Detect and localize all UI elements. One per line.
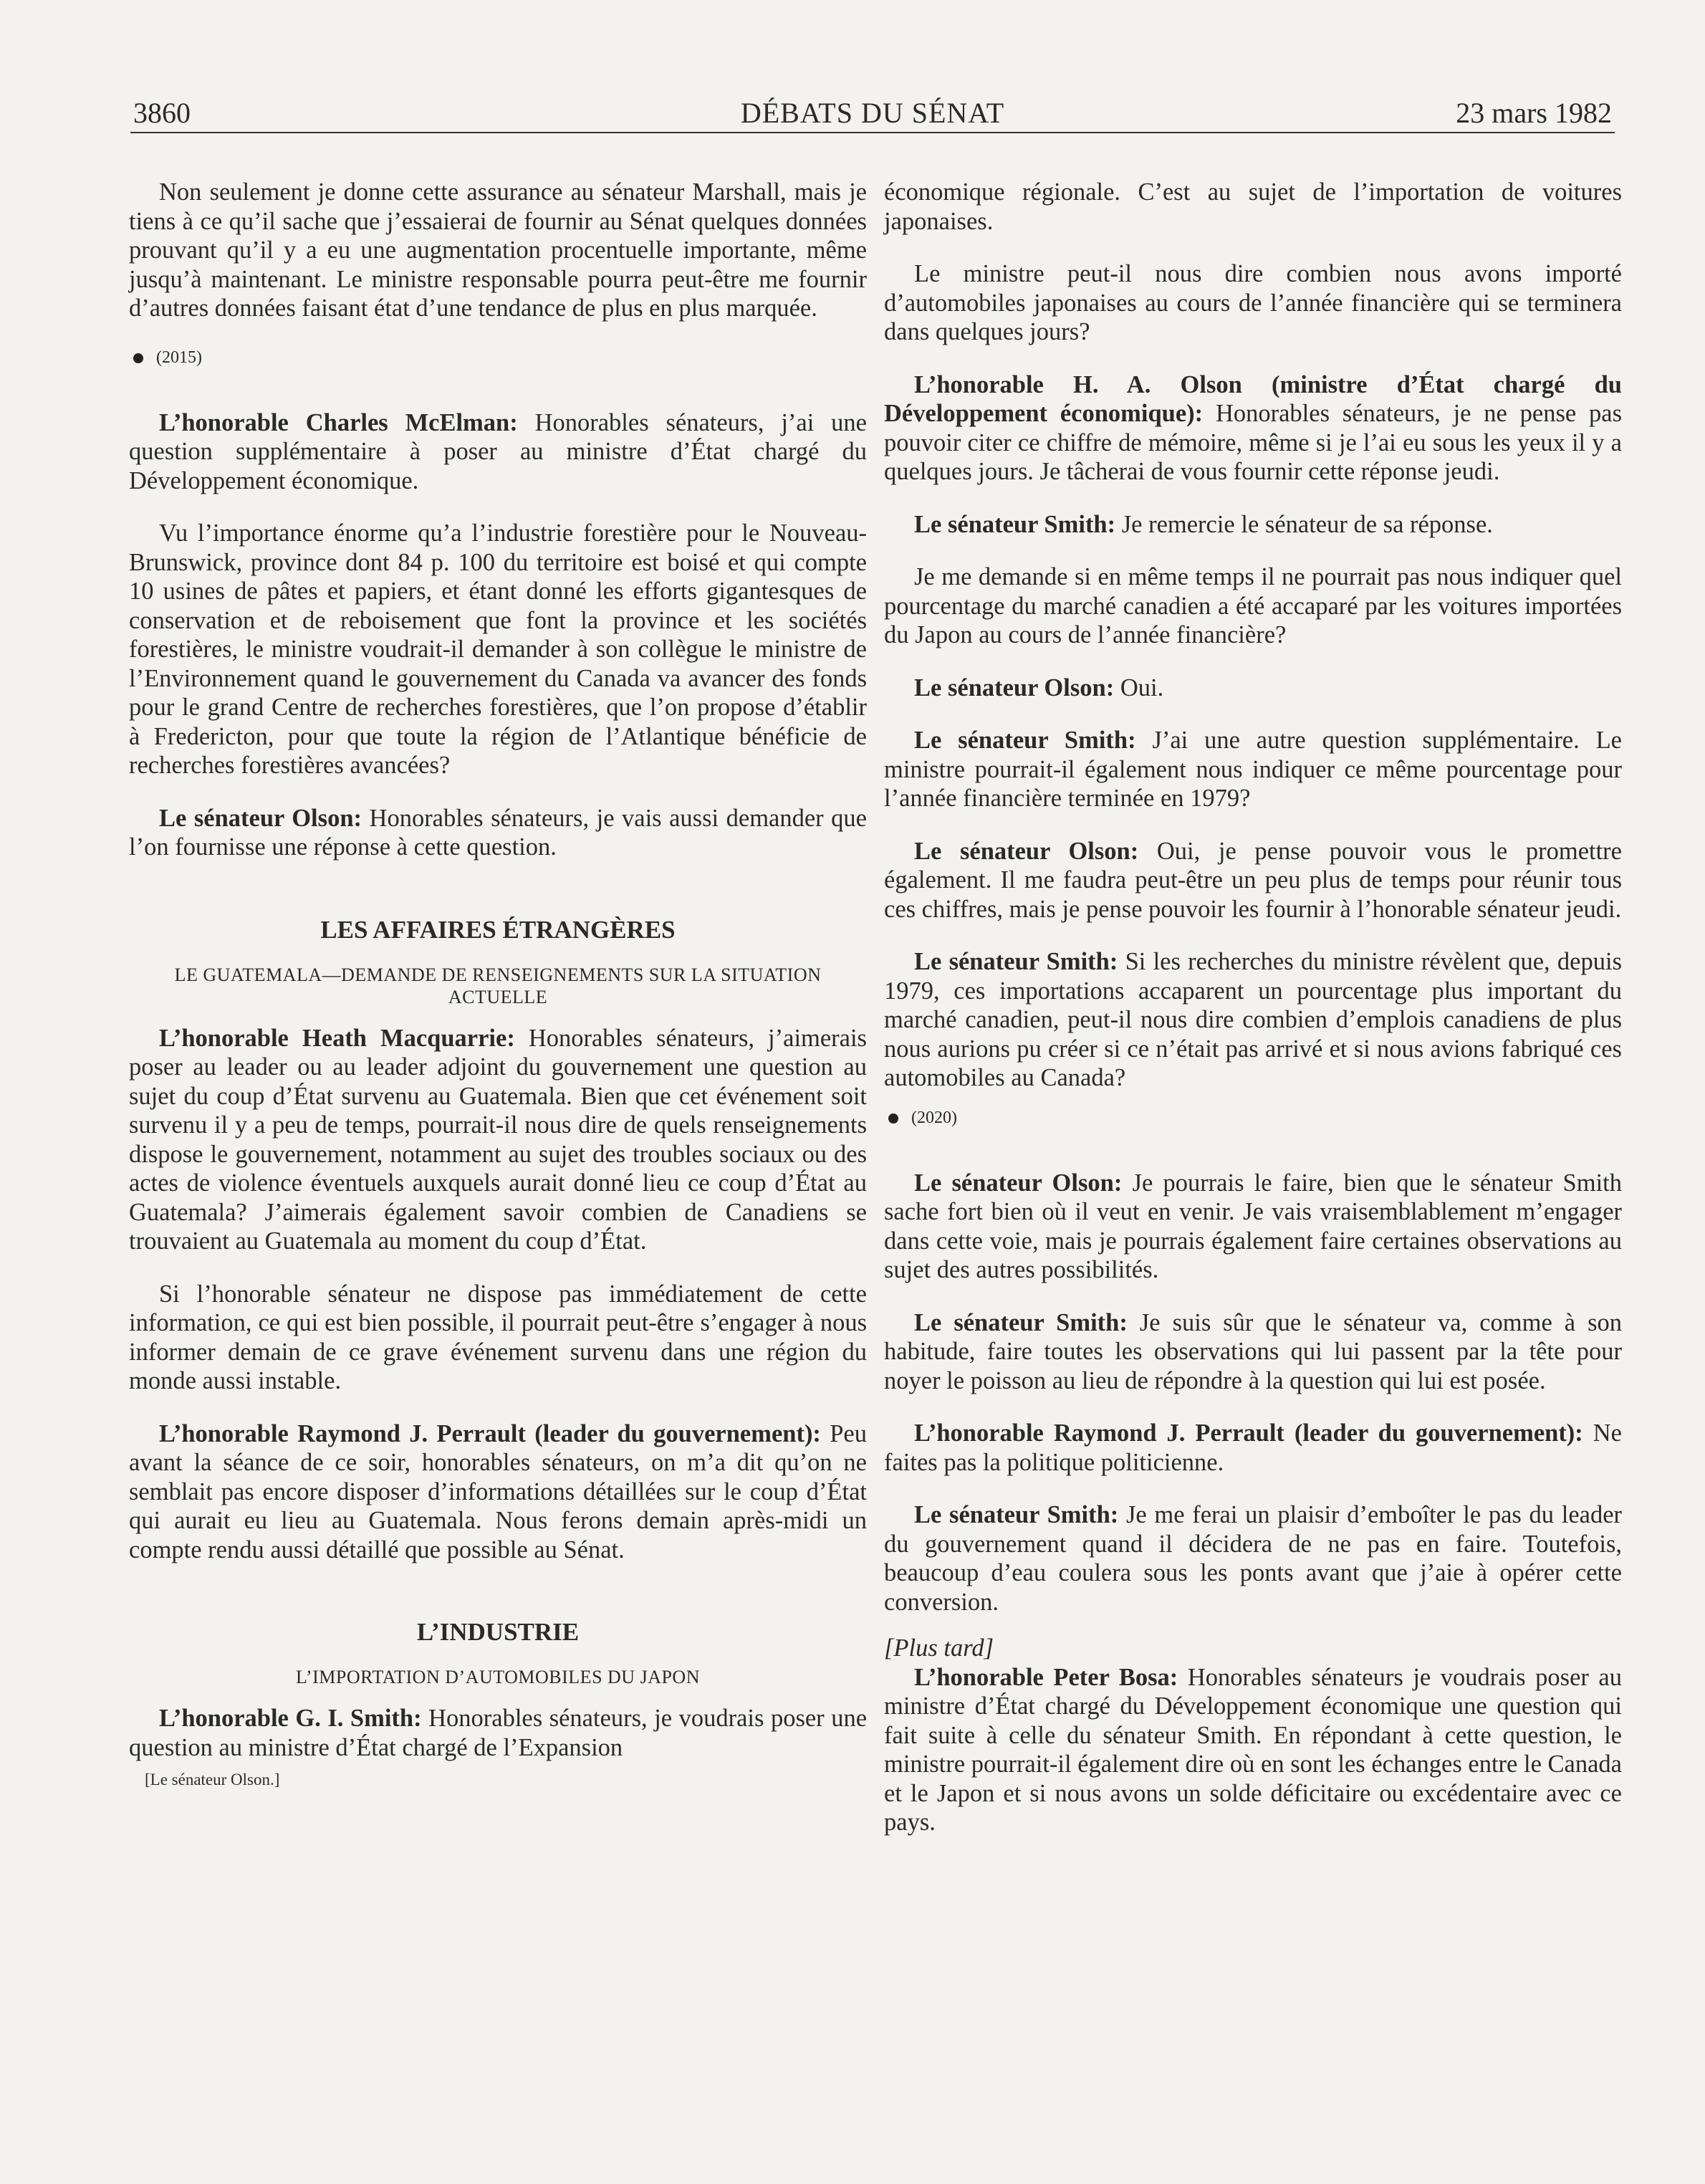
paragraph [129, 804, 867, 862]
speaker-name: L’honorable H. A. Olson (ministre d’État chargé du Développement économique): [884, 370, 1622, 427]
paragraph: Si l’honorable sénateur ne dispose pas immédiatement de cette information, ce qui est bien possible, il pourrait peut-être s’engager à nous informer demain de ce grave événement survenu dans une région du monde aussi instable. [129, 1280, 867, 1394]
page-number: 3860 [133, 97, 191, 129]
paragraph [884, 947, 1622, 1093]
paragraph: Je me demande si en même temps il ne pourrait pas nous indiquer quel pourcentage du marché canadien a été accaparé par les voitures importées du Japon au cours de l’année financière? [884, 563, 1622, 648]
speaker-name: Le sénateur Olson: [914, 674, 1115, 701]
paragraph [884, 1308, 1622, 1396]
speaker-name: L’honorable G. I. Smith: [159, 1705, 422, 1732]
speech-text: Peu avant la séance de ce soir, honorables sénateurs, on m’a dit qu’on ne semblait pas encore disposer d’informations détaillées sur le coup d’État qui aurait eu lieu au Guatemala. Nous ferons demain après-midi un compte rendu aussi détaillé que possible au Sénat. [129, 1419, 867, 1563]
paragraph [884, 837, 1622, 924]
speech-text: Je pourrais le faire, bien que le sénateur Smith sache fort bien où il veut en venir. Je vais vraisemblablement m’engager dans cette voie, mais je pourrais également faire certaines observations au sujet des autres possibilités. [884, 1169, 1622, 1283]
section-subtitle: L’IMPORTATION D’AUTOMOBILES DU JAPON [296, 1667, 700, 1687]
bullet-dot-icon [888, 1113, 898, 1124]
speaker-name: Le sénateur Olson: [159, 804, 362, 832]
paragraph: économique régionale. C’est au sujet de l’importation de voitures japonaises. [884, 178, 1622, 235]
section-title: LES AFFAIRES ÉTRANGÈRES [320, 915, 676, 944]
left-column [129, 178, 867, 1789]
speaker-name: Le sénateur Olson: [914, 837, 1139, 865]
speaker-name: Le sénateur Smith: [914, 1308, 1128, 1336]
speech-text: Oui. [1114, 674, 1164, 701]
publication-title: DÉBATS DU SÉNAT [740, 97, 1005, 129]
paragraph [129, 1704, 867, 1762]
paragraph [129, 408, 867, 496]
paragraph [884, 1500, 1622, 1617]
paragraph [884, 370, 1622, 487]
time-marker [133, 347, 867, 368]
time-marker [888, 1107, 1622, 1129]
paragraph [884, 1169, 1622, 1285]
speaker-name: Le sénateur Smith: [914, 727, 1136, 754]
later-note: [Plus tard] [884, 1634, 994, 1662]
paragraph: Le ministre peut-il nous dire combien nous avons importé d’automobiles japonaises au cours de l’année financière qui se terminera dans quelques jours? [884, 260, 1622, 345]
paragraph [129, 1419, 867, 1565]
speech-text: Honorables sénateurs, j’aimerais poser au leader ou au leader adjoint du gouvernement une question au sujet du coup d’État survenu au Guatemala. Bien que cet événement soit survenu il y a peu de temps, pourrait-il nous dire de quels renseignements dispose le gouvernement, notamment au sujet des troubles sociaux ou des actes de violence éventuels auxquels aurait donné lieu ce coup d’État au Guatemala? J’aimerais également savoir combien de Canadiens se trouvaient au Guatemala au moment du coup d’État. [129, 1024, 867, 1255]
paragraph [884, 674, 1622, 703]
speech-text: Honorables sénateurs, je voudrais poser une question au ministre d’État chargé de l’Expansion [129, 1705, 868, 1761]
speech-text: Honorables sénateurs, je vais aussi demander que l’on fournisse une réponse à cette question. [129, 804, 867, 861]
paragraph [129, 1024, 867, 1256]
speaker-name: L’honorable Raymond J. Perrault (leader du gouvernement): [159, 1419, 821, 1447]
speaker-name: L’honorable Peter Bosa: [914, 1663, 1178, 1691]
paragraph [884, 1419, 1622, 1477]
speaker-name: L’honorable Raymond J. Perrault (leader du gouvernement): [914, 1419, 1583, 1447]
speech-text: Honorables sénateurs je voudrais poser au ministre d’État chargé du Développement économique une question qui fait suite à celle du sénateur Smith. En répondant à cette question, le ministre pourrait-il également dire où en sont les échanges entre le Canada et le Japon et si nous avons un solde déficitaire ou excédentaire avec ce pays. [884, 1663, 1622, 1836]
speaker-name: Le sénateur Smith: [914, 1501, 1119, 1528]
speech-text: Oui, je pense pouvoir vous le promettre également. Il me faudra peut-être un peu plus de temps pour réunir tous ces chiffres, mais je pense pouvoir les fournir à l’honorable sénateur jeudi. [884, 837, 1622, 923]
speech-text: Ne faites pas la politique politicienne. [884, 1419, 1622, 1476]
section-subtitle: LE GUATEMALA—DEMANDE DE RENSEIGNEMENTS SUR LA SITUATION ACTUELLE [174, 964, 822, 1007]
speech-text: Je suis sûr que le sénateur va, comme à son habitude, faire toutes les observations qui lui passent par la tête pour noyer le poisson au lieu de répondre à la question qui lui est posée. [884, 1308, 1622, 1394]
right-column [884, 178, 1622, 1861]
paragraph: Non seulement je donne cette assurance au sénateur Marshall, mais je tiens à ce qu’il sache que j’essaierai de fournir au Sénat quelques données prouvant qu’il y a eu une augmentation procentuelle importante, même jusqu’à maintenant. Le ministre responsable pourra peut-être me fournir d’autres données faisant état d’une tendance de plus en plus marquée. [129, 178, 867, 322]
speech-text: Honorables sénateurs, je ne pense pas pouvoir citer ce chiffre de mémoire, même si je l’ai eu sous les yeux il y a quelques jours. Je tâcherai de vous fournir cette réponse jeudi. [884, 400, 1623, 485]
speech-text: Je remercie le sénateur de sa réponse. [1115, 510, 1493, 538]
speaker-name: Le sénateur Smith: [914, 948, 1118, 975]
page-header [130, 95, 1615, 133]
speech-text: J’ai une autre question supplémentaire. Le ministre pourrait-il également nous indiquer ce même pourcentage pour l’année financière terminée en 1979? [884, 727, 1622, 812]
speaker-name: L’honorable Heath Macquarrie: [159, 1024, 515, 1052]
speech-text: Si les recherches du ministre révèlent que, depuis 1979, ces importations accaparent un pourcentage plus important du marché canadien, peut-il nous dire combien d’emplois canadiens de plus nous aurions pu créer si ce n’était pas arrivé et si nous avions fabriqué ces automobiles au Canada? [884, 948, 1622, 1091]
speech-text: Je me ferai un plaisir d’emboîter le pas du leader du gouvernement quand il décidera de ne pas en faire. Toutefois, beaucoup d’eau coulera sous les ponts avant que j’aie à opérer cette conversion. [884, 1501, 1622, 1616]
speech-text: Honorables sénateurs, j’ai une question supplémentaire à poser au ministre d’État chargé du Développement économique. [129, 408, 867, 494]
section-title: L’INDUSTRIE [416, 1618, 580, 1646]
time-marker-text: (2015) [156, 348, 202, 367]
page-date: 23 mars 1982 [1456, 97, 1612, 129]
bullet-dot-icon [133, 353, 143, 363]
speaker-name: Le sénateur Smith: [914, 510, 1116, 538]
paragraph [884, 726, 1622, 813]
time-marker-text: (2020) [911, 1108, 957, 1127]
paragraph [884, 1663, 1622, 1837]
speaker-name: L’honorable Charles McElman: [159, 408, 518, 436]
speaker-name: Le sénateur Olson: [914, 1169, 1123, 1197]
paragraph: Vu l’importance énorme qu’a l’industrie forestière pour le Nouveau-Brunswick, province dont 84 p. 100 du territoire est boisé et qui compte 10 usines de pâtes et papiers, et étant donné les efforts gigantesques de conservation et de reboisement que font la province et les sociétés forestières, le ministre voudrait-il demander à son collègue le ministre de l’Environnement quand le gouvernement du Canada va avancer des fonds pour le grand Centre de recherches forestières, que l’on propose d’établir à Fredericton, pour que toute la région de l’Atlantique bénéficie de recherches forestières avancées? [129, 519, 867, 779]
footnote: [Le sénateur Olson.] [145, 1771, 280, 1788]
paragraph [884, 510, 1622, 540]
